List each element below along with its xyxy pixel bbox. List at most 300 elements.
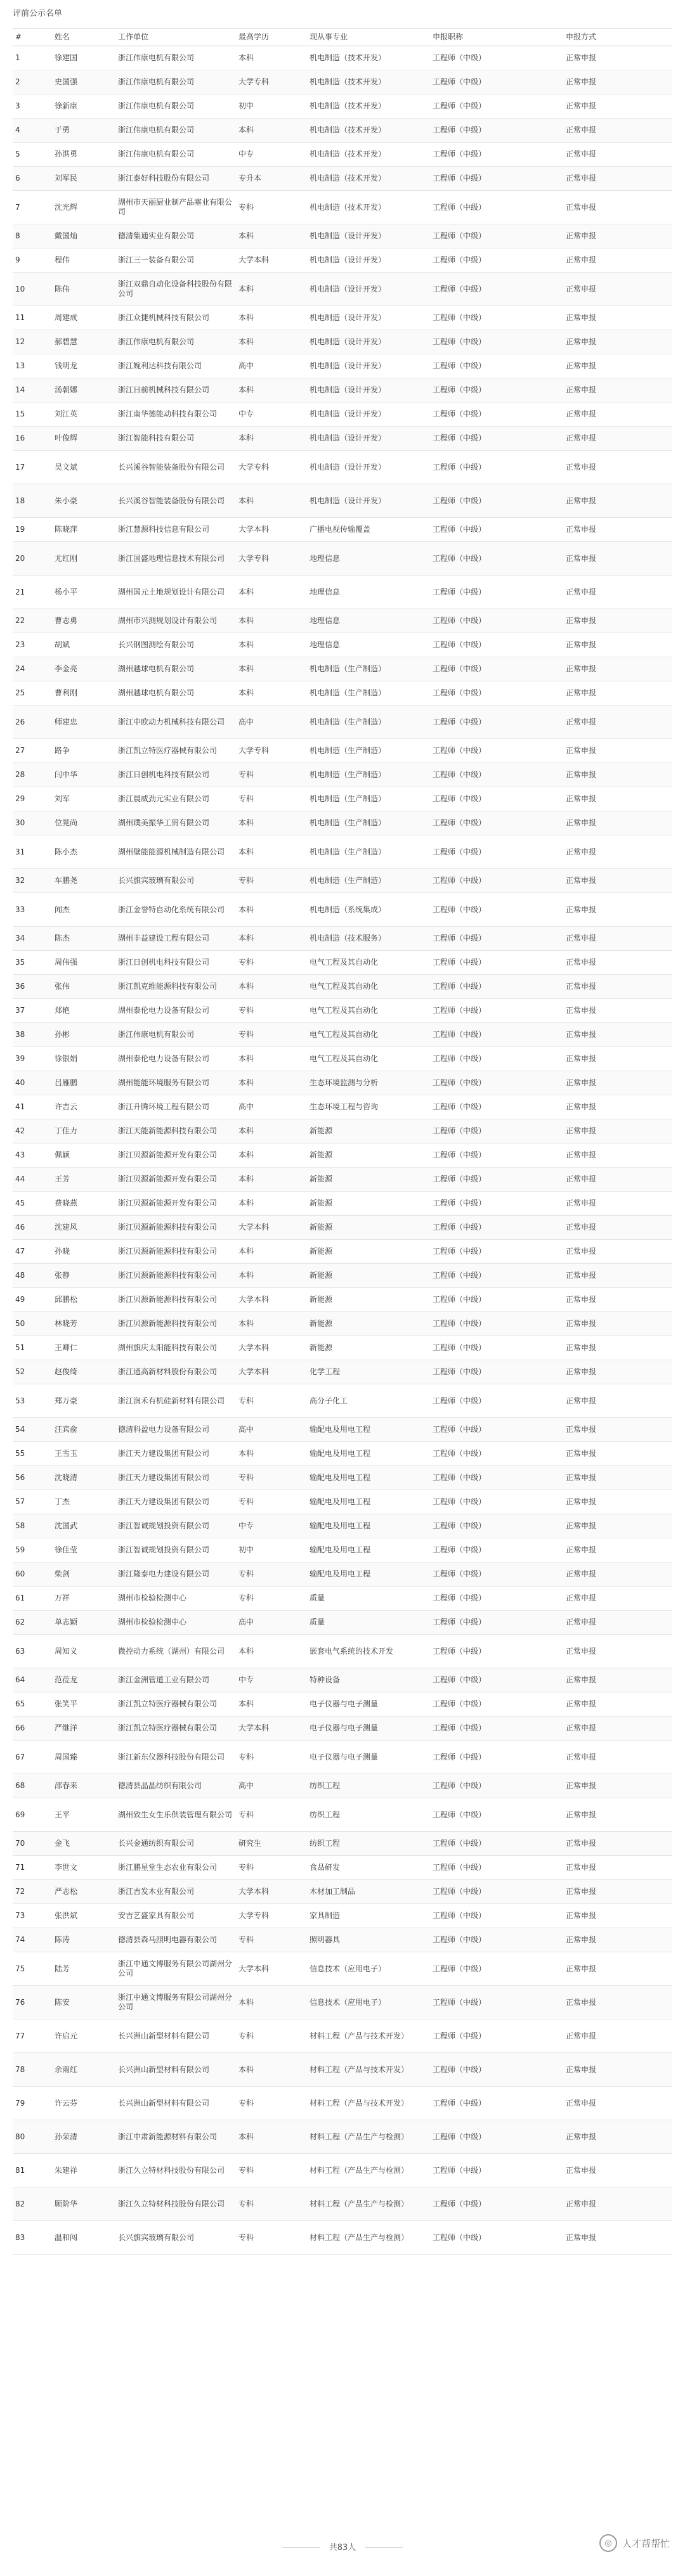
cell-education: 本科 xyxy=(236,1692,307,1716)
cell-method: 正常申报 xyxy=(563,927,672,951)
cell-name: 叶俊辉 xyxy=(52,427,115,451)
cell-specialty: 特种设备 xyxy=(307,1668,430,1692)
cell-title: 工程师（中级） xyxy=(430,1360,563,1384)
cell-title: 工程师（中级） xyxy=(430,1192,563,1216)
cell-education: 大学本科 xyxy=(236,1952,307,1986)
cell-specialty: 输配电及用电工程 xyxy=(307,1490,430,1514)
cell-name: 位晃尚 xyxy=(52,811,115,835)
cell-method: 正常申报 xyxy=(563,1635,672,1668)
cell-employer: 湖州璞美振华工贸有限公司 xyxy=(115,811,236,835)
table-row xyxy=(13,1418,672,1442)
table-row xyxy=(13,1143,672,1168)
cell-education: 研究生 xyxy=(236,1832,307,1856)
cell-title: 工程师（中级） xyxy=(430,1538,563,1562)
table-row xyxy=(13,354,672,378)
cell-index: 45 xyxy=(13,1192,52,1216)
cell-title: 工程师（中级） xyxy=(430,609,563,633)
cell-specialty: 新能源 xyxy=(307,1336,430,1360)
cell-method: 正常申报 xyxy=(563,1143,672,1168)
cell-index: 39 xyxy=(13,1047,52,1071)
cell-education: 专科 xyxy=(236,763,307,787)
cell-education: 高中 xyxy=(236,354,307,378)
cell-method: 正常申报 xyxy=(563,402,672,427)
cell-name: 周国臻 xyxy=(52,1741,115,1774)
table-row xyxy=(13,2154,672,2187)
cell-employer: 浙江伟康电机有限公司 xyxy=(115,46,236,70)
cell-education: 本科 xyxy=(236,681,307,705)
cell-specialty: 电子仪器与电子测量 xyxy=(307,1741,430,1774)
table-row xyxy=(13,835,672,869)
cell-education: 专科 xyxy=(236,1466,307,1490)
cell-employer: 湖州致生女生乐供装管理有限公司 xyxy=(115,1798,236,1832)
table-row xyxy=(13,1264,672,1288)
cell-method: 正常申报 xyxy=(563,763,672,787)
cell-title: 工程师（中级） xyxy=(430,811,563,835)
cell-name: 沈晓清 xyxy=(52,1466,115,1490)
cell-index: 15 xyxy=(13,402,52,427)
cell-method: 正常申报 xyxy=(563,1856,672,1880)
cell-specialty: 机电制造（生产制造） xyxy=(307,835,430,869)
table-row xyxy=(13,1023,672,1047)
cell-specialty: 电气工程及其自动化 xyxy=(307,1023,430,1047)
cell-method: 正常申报 xyxy=(563,2019,672,2053)
cell-title: 工程师（中级） xyxy=(430,1466,563,1490)
cell-index: 16 xyxy=(13,427,52,451)
cell-name: 张伟 xyxy=(52,975,115,999)
cell-method: 正常申报 xyxy=(563,633,672,657)
cell-education: 专科 xyxy=(236,1741,307,1774)
cell-index: 2 xyxy=(13,70,52,94)
cell-method: 正常申报 xyxy=(563,869,672,893)
cell-employer: 浙江中通文博服务有限公司湖州分公司 xyxy=(115,1986,236,2019)
cell-name: 曹志勇 xyxy=(52,609,115,633)
cell-education: 大学专科 xyxy=(236,739,307,763)
cell-title: 工程师（中级） xyxy=(430,1880,563,1904)
table-row xyxy=(13,609,672,633)
cell-name: 徐建国 xyxy=(52,46,115,70)
cell-title: 工程师（中级） xyxy=(430,1668,563,1692)
cell-method: 正常申报 xyxy=(563,739,672,763)
cell-name: 吴文斌 xyxy=(52,451,115,484)
table-row xyxy=(13,999,672,1023)
cell-method: 正常申报 xyxy=(563,1774,672,1798)
cell-title: 工程师（中级） xyxy=(430,1312,563,1336)
cell-name: 汪宾俞 xyxy=(52,1418,115,1442)
cell-name: 胡斌 xyxy=(52,633,115,657)
cell-method: 正常申报 xyxy=(563,427,672,451)
cell-method: 正常申报 xyxy=(563,248,672,273)
table-row xyxy=(13,1635,672,1668)
cell-education: 初中 xyxy=(236,94,307,119)
cell-specialty: 地理信息 xyxy=(307,609,430,633)
cell-education: 大学专科 xyxy=(236,451,307,484)
cell-name: 徐佳莹 xyxy=(52,1538,115,1562)
cell-name: 柴剑 xyxy=(52,1562,115,1587)
cell-method: 正常申报 xyxy=(563,2154,672,2187)
cell-title: 工程师（中级） xyxy=(430,1143,563,1168)
cell-title: 工程师（中级） xyxy=(430,657,563,681)
table-row xyxy=(13,451,672,484)
cell-method: 正常申报 xyxy=(563,354,672,378)
cell-index: 1 xyxy=(13,46,52,70)
cell-specialty: 输配电及用电工程 xyxy=(307,1466,430,1490)
cell-title: 工程师（中级） xyxy=(430,1856,563,1880)
cell-employer: 浙江智诚规划投资有限公司 xyxy=(115,1538,236,1562)
roster-table xyxy=(13,28,672,2255)
cell-specialty: 电气工程及其自动化 xyxy=(307,1047,430,1071)
cell-index: 37 xyxy=(13,999,52,1023)
cell-education: 本科 xyxy=(236,609,307,633)
cell-employer: 长兴旗宾玻璃有限公司 xyxy=(115,2221,236,2255)
cell-name: 严继洋 xyxy=(52,1716,115,1741)
cell-employer: 长兴钢图测绘有限公司 xyxy=(115,633,236,657)
cell-education: 中专 xyxy=(236,1668,307,1692)
cell-education: 本科 xyxy=(236,1119,307,1143)
cell-title: 工程师（中级） xyxy=(430,2053,563,2087)
cell-name: 许吉云 xyxy=(52,1095,115,1119)
cell-method: 正常申报 xyxy=(563,1312,672,1336)
cell-employer: 长兴洲山新型材料有限公司 xyxy=(115,2053,236,2087)
cell-method: 正常申报 xyxy=(563,273,672,306)
cell-index: 11 xyxy=(13,306,52,330)
cell-name: 郝碧慧 xyxy=(52,330,115,354)
cell-method: 正常申报 xyxy=(563,518,672,542)
cell-specialty: 地理信息 xyxy=(307,542,430,576)
cell-index: 21 xyxy=(13,576,52,609)
cell-name: 沈国武 xyxy=(52,1514,115,1538)
cell-name: 邵春来 xyxy=(52,1774,115,1798)
table-header-row xyxy=(13,29,672,46)
cell-title: 工程师（中级） xyxy=(430,927,563,951)
cell-index: 46 xyxy=(13,1216,52,1240)
cell-name: 陆芳 xyxy=(52,1952,115,1986)
cell-employer: 浙江金誉特自动化系统有限公司 xyxy=(115,893,236,927)
wechat-account-icon: ◎ xyxy=(599,2534,617,2552)
cell-method: 正常申报 xyxy=(563,1490,672,1514)
table-row xyxy=(13,1928,672,1952)
cell-method: 正常申报 xyxy=(563,1071,672,1095)
cell-employer: 浙江通高新材料股份有限公司 xyxy=(115,1360,236,1384)
cell-specialty: 信息技术（应用电子） xyxy=(307,1952,430,1986)
cell-method: 正常申报 xyxy=(563,1240,672,1264)
cell-index: 29 xyxy=(13,787,52,811)
cell-specialty: 电子仪器与电子测量 xyxy=(307,1716,430,1741)
cell-index: 27 xyxy=(13,739,52,763)
cell-name: 闫中华 xyxy=(52,763,115,787)
cell-specialty: 机电制造（技术开发） xyxy=(307,94,430,119)
table-row xyxy=(13,1466,672,1490)
cell-specialty: 机电制造（技术开发） xyxy=(307,46,430,70)
cell-title: 工程师（中级） xyxy=(430,1904,563,1928)
table-row xyxy=(13,518,672,542)
cell-education: 专科 xyxy=(236,999,307,1023)
cell-name: 史国强 xyxy=(52,70,115,94)
table-row xyxy=(13,402,672,427)
cell-employer: 德清县森马照明电器有限公司 xyxy=(115,1928,236,1952)
cell-employer: 浙江凯立特医疗器械有限公司 xyxy=(115,739,236,763)
cell-name: 丁佳力 xyxy=(52,1119,115,1143)
cell-index: 62 xyxy=(13,1611,52,1635)
cell-employer: 德清集通实业有限公司 xyxy=(115,224,236,248)
cell-specialty: 食品研发 xyxy=(307,1856,430,1880)
cell-method: 正常申报 xyxy=(563,1692,672,1716)
cell-name: 李金亮 xyxy=(52,657,115,681)
cell-index: 47 xyxy=(13,1240,52,1264)
cell-title: 工程师（中级） xyxy=(430,1692,563,1716)
cell-specialty: 机电制造（设计开发） xyxy=(307,248,430,273)
cell-education: 本科 xyxy=(236,484,307,518)
cell-employer: 浙江润禾有机硅新材料有限公司 xyxy=(115,1384,236,1418)
cell-name: 余雨红 xyxy=(52,2053,115,2087)
cell-index: 28 xyxy=(13,763,52,787)
table-row xyxy=(13,1952,672,1986)
column-header-name: 姓名 xyxy=(52,29,115,46)
cell-education: 大学本科 xyxy=(236,1216,307,1240)
cell-name: 张笑平 xyxy=(52,1692,115,1716)
cell-name: 孙晓 xyxy=(52,1240,115,1264)
cell-specialty: 材料工程（产品生产与检测） xyxy=(307,2154,430,2187)
cell-specialty: 纺织工程 xyxy=(307,1798,430,1832)
column-header-method: 申报方式 xyxy=(563,29,672,46)
cell-method: 正常申报 xyxy=(563,542,672,576)
cell-education: 专科 xyxy=(236,787,307,811)
cell-employer: 浙江贝源新能源开发有限公司 xyxy=(115,1192,236,1216)
cell-method: 正常申报 xyxy=(563,609,672,633)
cell-title: 工程师（中级） xyxy=(430,1832,563,1856)
cell-education: 大学本科 xyxy=(236,1360,307,1384)
cell-name: 周伟强 xyxy=(52,951,115,975)
cell-employer: 浙江贝源新能源科技有限公司 xyxy=(115,1240,236,1264)
cell-name: 吕雁鹏 xyxy=(52,1071,115,1095)
cell-education: 大学本科 xyxy=(236,1336,307,1360)
cell-education: 本科 xyxy=(236,2120,307,2154)
cell-index: 26 xyxy=(13,705,52,739)
cell-title: 工程师（中级） xyxy=(430,763,563,787)
cell-specialty: 材料工程（产品生产与检测） xyxy=(307,2221,430,2255)
cell-education: 专科 xyxy=(236,2187,307,2221)
cell-title: 工程师（中级） xyxy=(430,1741,563,1774)
cell-title: 工程师（中级） xyxy=(430,354,563,378)
cell-index: 83 xyxy=(13,2221,52,2255)
cell-education: 高中 xyxy=(236,1774,307,1798)
cell-index: 60 xyxy=(13,1562,52,1587)
table-row xyxy=(13,681,672,705)
cell-index: 65 xyxy=(13,1692,52,1716)
cell-name: 孙彬 xyxy=(52,1023,115,1047)
cell-specialty: 机电制造（生产制造） xyxy=(307,657,430,681)
table-row xyxy=(13,119,672,143)
cell-specialty: 机电制造（设计开发） xyxy=(307,306,430,330)
table-row xyxy=(13,94,672,119)
cell-employer: 浙江贝源新能源科技有限公司 xyxy=(115,1216,236,1240)
cell-education: 专科 xyxy=(236,1587,307,1611)
cell-index: 24 xyxy=(13,657,52,681)
cell-method: 正常申报 xyxy=(563,378,672,402)
cell-title: 工程师（中级） xyxy=(430,576,563,609)
cell-index: 18 xyxy=(13,484,52,518)
cell-education: 本科 xyxy=(236,46,307,70)
cell-method: 正常申报 xyxy=(563,1952,672,1986)
cell-education: 专升本 xyxy=(236,167,307,191)
cell-specialty: 机电制造（技术开发） xyxy=(307,70,430,94)
table-row xyxy=(13,1168,672,1192)
cell-method: 正常申报 xyxy=(563,191,672,224)
cell-specialty: 输配电及用电工程 xyxy=(307,1442,430,1466)
cell-method: 正常申报 xyxy=(563,705,672,739)
cell-index: 72 xyxy=(13,1880,52,1904)
cell-title: 工程师（中级） xyxy=(430,451,563,484)
cell-title: 工程师（中级） xyxy=(430,518,563,542)
cell-name: 丁杰 xyxy=(52,1490,115,1514)
cell-title: 工程师（中级） xyxy=(430,1928,563,1952)
cell-name: 陈晓萍 xyxy=(52,518,115,542)
cell-employer: 湖州泰伦电力设备有限公司 xyxy=(115,999,236,1023)
cell-name: 程伟 xyxy=(52,248,115,273)
cell-name: 郑艳 xyxy=(52,999,115,1023)
cell-index: 50 xyxy=(13,1312,52,1336)
cell-method: 正常申报 xyxy=(563,576,672,609)
cell-name: 徐银娟 xyxy=(52,1047,115,1071)
cell-education: 本科 xyxy=(236,119,307,143)
table-row xyxy=(13,1904,672,1928)
cell-index: 58 xyxy=(13,1514,52,1538)
cell-title: 工程师（中级） xyxy=(430,427,563,451)
cell-education: 大学专科 xyxy=(236,1904,307,1928)
cell-title: 工程师（中级） xyxy=(430,1047,563,1071)
cell-index: 12 xyxy=(13,330,52,354)
cell-specialty: 机电制造（生产制造） xyxy=(307,787,430,811)
column-header-specialty: 现从事专业 xyxy=(307,29,430,46)
cell-employer: 湖州旗庆太阳能科技有限公司 xyxy=(115,1336,236,1360)
watermark xyxy=(599,2534,670,2552)
cell-method: 正常申报 xyxy=(563,811,672,835)
cell-index: 79 xyxy=(13,2087,52,2120)
cell-index: 34 xyxy=(13,927,52,951)
cell-index: 23 xyxy=(13,633,52,657)
cell-index: 76 xyxy=(13,1986,52,2019)
cell-index: 5 xyxy=(13,143,52,167)
cell-education: 本科 xyxy=(236,427,307,451)
cell-education: 本科 xyxy=(236,1071,307,1095)
cell-index: 10 xyxy=(13,273,52,306)
cell-name: 闻杰 xyxy=(52,893,115,927)
cell-name: 林晓芳 xyxy=(52,1312,115,1336)
cell-name: 刘军 xyxy=(52,787,115,811)
cell-education: 本科 xyxy=(236,1442,307,1466)
cell-name: 路争 xyxy=(52,739,115,763)
cell-index: 51 xyxy=(13,1336,52,1360)
cell-method: 正常申报 xyxy=(563,657,672,681)
cell-index: 13 xyxy=(13,354,52,378)
cell-method: 正常申报 xyxy=(563,224,672,248)
cell-index: 40 xyxy=(13,1071,52,1095)
cell-name: 刘军民 xyxy=(52,167,115,191)
cell-index: 44 xyxy=(13,1168,52,1192)
cell-education: 专科 xyxy=(236,951,307,975)
cell-employer: 德清县晶晶纺织有限公司 xyxy=(115,1774,236,1798)
cell-method: 正常申报 xyxy=(563,46,672,70)
cell-specialty: 家具制造 xyxy=(307,1904,430,1928)
cell-title: 工程师（中级） xyxy=(430,1095,563,1119)
cell-name: 赵俊绮 xyxy=(52,1360,115,1384)
cell-method: 正常申报 xyxy=(563,167,672,191)
cell-specialty: 质量 xyxy=(307,1587,430,1611)
cell-specialty: 机电制造（生产制造） xyxy=(307,869,430,893)
cell-employer: 浙江吉发木业有限公司 xyxy=(115,1880,236,1904)
table-row xyxy=(13,248,672,273)
cell-name: 孙荣清 xyxy=(52,2120,115,2154)
table-row xyxy=(13,1360,672,1384)
cell-name: 金飞 xyxy=(52,1832,115,1856)
cell-name: 戴国灿 xyxy=(52,224,115,248)
table-row xyxy=(13,306,672,330)
cell-title: 工程师（中级） xyxy=(430,1798,563,1832)
cell-method: 正常申报 xyxy=(563,1336,672,1360)
cell-method: 正常申报 xyxy=(563,1904,672,1928)
cell-name: 周知义 xyxy=(52,1635,115,1668)
cell-name: 王雪玉 xyxy=(52,1442,115,1466)
cell-method: 正常申报 xyxy=(563,999,672,1023)
table-row xyxy=(13,1562,672,1587)
footer xyxy=(0,2541,685,2553)
cell-specialty: 机电制造（设计开发） xyxy=(307,378,430,402)
cell-specialty: 新能源 xyxy=(307,1288,430,1312)
cell-title: 工程师（中级） xyxy=(430,705,563,739)
cell-specialty: 材料工程（产品与技术开发） xyxy=(307,2053,430,2087)
cell-method: 正常申报 xyxy=(563,787,672,811)
cell-employer: 浙江慧源科技信息有限公司 xyxy=(115,518,236,542)
cell-method: 正常申报 xyxy=(563,1095,672,1119)
table-row xyxy=(13,1240,672,1264)
cell-title: 工程师（中级） xyxy=(430,1336,563,1360)
cell-index: 56 xyxy=(13,1466,52,1490)
cell-method: 正常申报 xyxy=(563,2087,672,2120)
cell-specialty: 机电制造（生产制造） xyxy=(307,681,430,705)
cell-specialty: 机电制造（技术开发） xyxy=(307,119,430,143)
cell-method: 正常申报 xyxy=(563,681,672,705)
cell-specialty: 材料工程（产品与技术开发） xyxy=(307,2087,430,2120)
cell-specialty: 照明器具 xyxy=(307,1928,430,1952)
footer-total: 共83人 xyxy=(329,2543,356,2553)
table-row xyxy=(13,1288,672,1312)
cell-index: 35 xyxy=(13,951,52,975)
cell-education: 专科 xyxy=(236,2221,307,2255)
cell-education: 本科 xyxy=(236,1143,307,1168)
table-row xyxy=(13,893,672,927)
table-row xyxy=(13,763,672,787)
table-row xyxy=(13,1119,672,1143)
cell-title: 工程师（中级） xyxy=(430,306,563,330)
cell-title: 工程师（中级） xyxy=(430,94,563,119)
cell-title: 工程师（中级） xyxy=(430,999,563,1023)
table-row xyxy=(13,273,672,306)
cell-method: 正常申报 xyxy=(563,1668,672,1692)
cell-title: 工程师（中级） xyxy=(430,484,563,518)
cell-title: 工程师（中级） xyxy=(430,1986,563,2019)
cell-specialty: 嵌套电气系统的技术开发 xyxy=(307,1635,430,1668)
table-row xyxy=(13,2019,672,2053)
cell-title: 工程师（中级） xyxy=(430,1288,563,1312)
cell-title: 工程师（中级） xyxy=(430,975,563,999)
table-row xyxy=(13,1774,672,1798)
cell-employer: 浙江智诚规划投资有限公司 xyxy=(115,1514,236,1538)
cell-index: 57 xyxy=(13,1490,52,1514)
cell-title: 工程师（中级） xyxy=(430,1514,563,1538)
cell-education: 大学本科 xyxy=(236,1716,307,1741)
cell-method: 正常申报 xyxy=(563,1119,672,1143)
cell-specialty: 质量 xyxy=(307,1611,430,1635)
cell-name: 王卿仁 xyxy=(52,1336,115,1360)
